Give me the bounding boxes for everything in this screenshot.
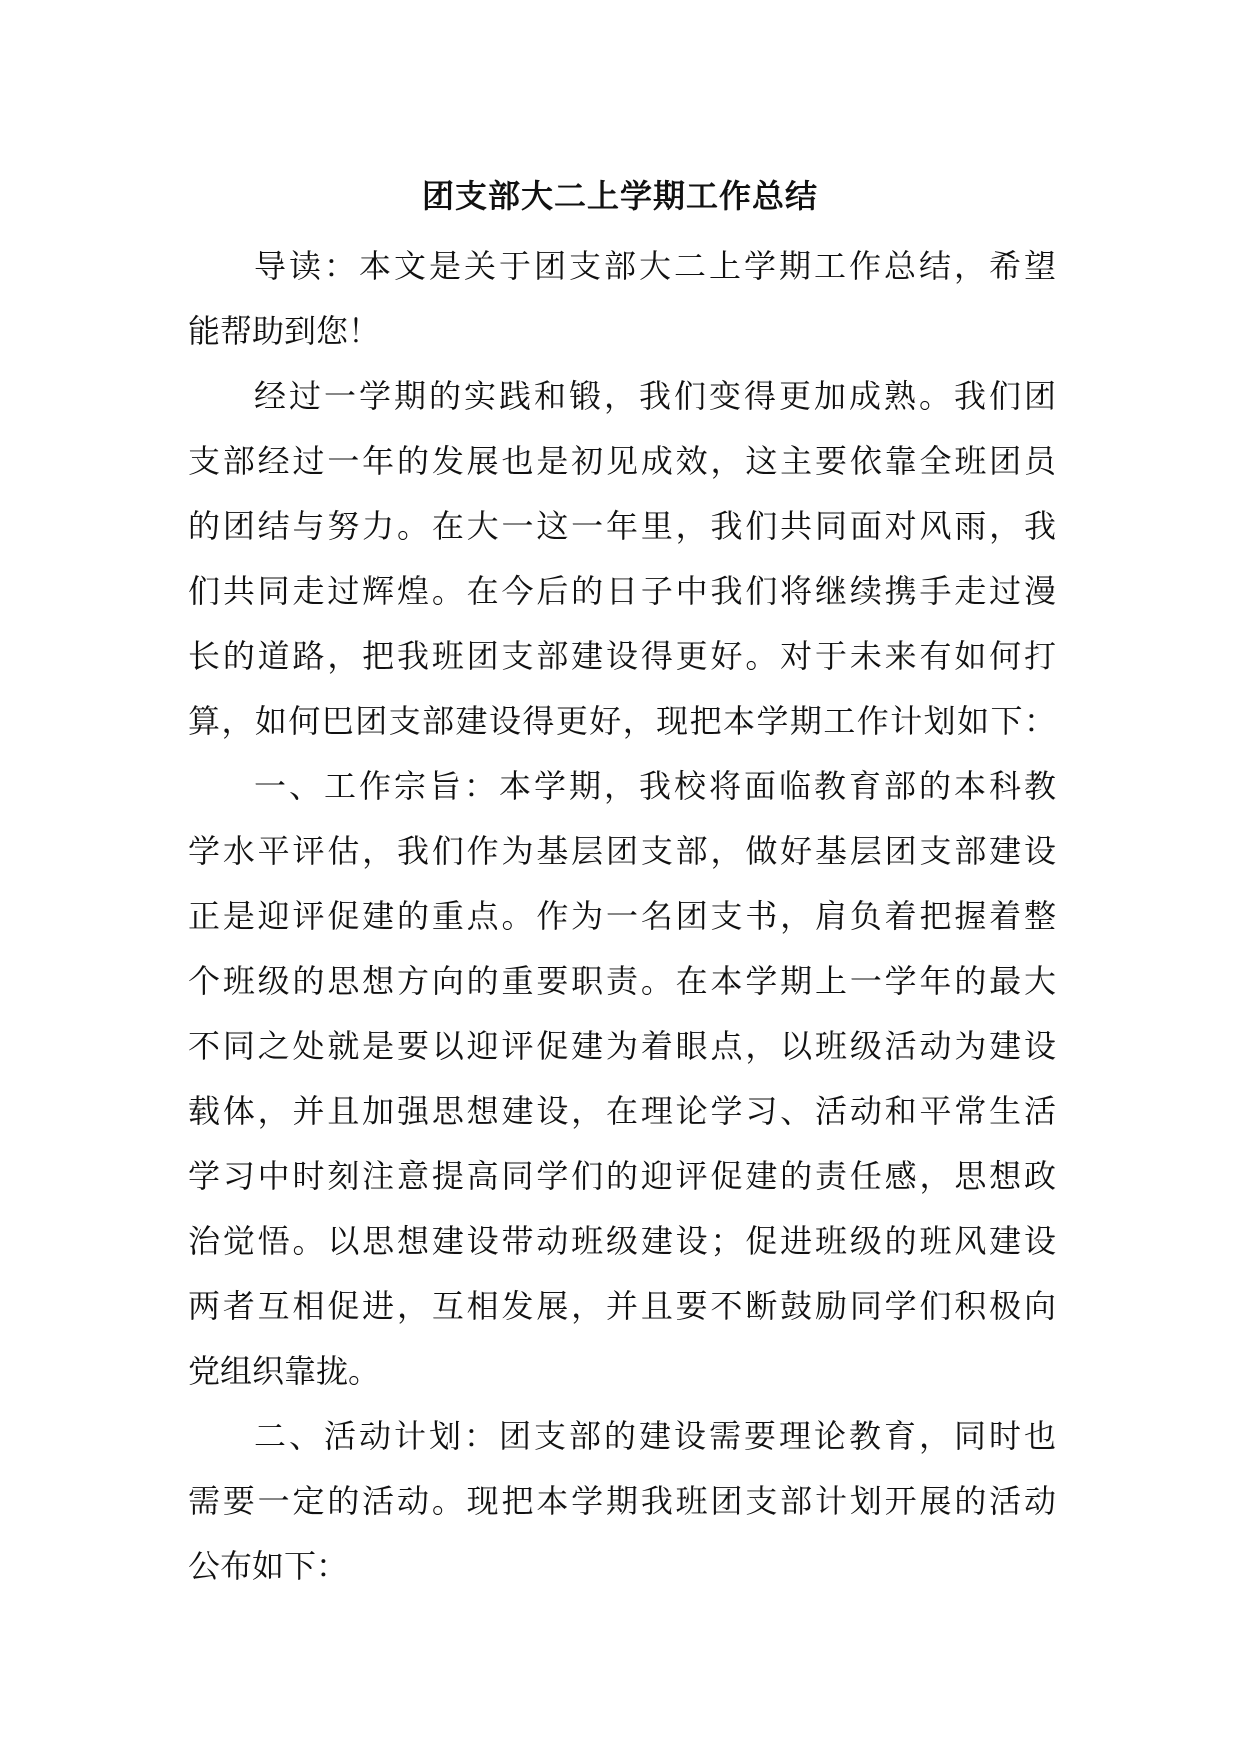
paragraph-line: 不同之处就是要以迎评促建为着眼点，以班级活动为建设 bbox=[188, 1027, 1056, 1065]
paragraph-line: 两者互相促进，互相发展，并且要不断鼓励同学们积极向 bbox=[188, 1287, 1056, 1325]
paragraph-line: 们共同走过辉煌。在今后的日子中我们将继续携手走过漫 bbox=[188, 572, 1056, 610]
paragraph-line: 支部经过一年的发展也是初见成效，这主要依靠全班团员 bbox=[188, 442, 1056, 480]
paragraph-work-purpose bbox=[188, 754, 1056, 1404]
paragraph-intro bbox=[188, 234, 1056, 364]
paragraph-line: 算，如何巴团支部建设得更好，现把本学期工作计划如下： bbox=[188, 702, 1056, 740]
paragraph-line: 公布如下： bbox=[188, 1547, 349, 1585]
paragraph-line: 的团结与努力。在大一这一年里，我们共同面对风雨，我 bbox=[188, 507, 1056, 545]
paragraph-line: 学水平评估，我们作为基层团支部，做好基层团支部建设 bbox=[188, 832, 1056, 870]
paragraph-line: 导读：本文是关于团支部大二上学期工作总结，希望 bbox=[254, 247, 1056, 285]
paragraph-line: 一、工作宗旨：本学期，我校将面临教育部的本科教 bbox=[254, 767, 1056, 805]
document-title: 团支部大二上学期工作总结 bbox=[421, 177, 818, 215]
paragraph-line: 二、活动计划：团支部的建设需要理论教育，同时也 bbox=[254, 1417, 1056, 1455]
paragraph-line: 正是迎评促建的重点。作为一名团支书，肩负着把握着整 bbox=[188, 897, 1056, 935]
paragraph-line: 党组织靠拢。 bbox=[188, 1352, 381, 1390]
paragraph-line: 需要一定的活动。现把本学期我班团支部计划开展的活动 bbox=[188, 1482, 1056, 1520]
paragraph-line: 载体，并且加强思想建设，在理论学习、活动和平常生活 bbox=[188, 1092, 1056, 1130]
paragraph-line: 学习中时刻注意提高同学们的迎评促建的责任感，思想政 bbox=[188, 1157, 1056, 1195]
paragraph-line: 经过一学期的实践和锻，我们变得更加成熟。我们团 bbox=[254, 377, 1056, 415]
paragraph-line: 治觉悟。以思想建设带动班级建设；促进班级的班风建设 bbox=[188, 1222, 1056, 1260]
paragraph-activity-plan bbox=[188, 1404, 1056, 1599]
document-body bbox=[188, 234, 1056, 1599]
paragraph-line: 长的道路，把我班团支部建设得更好。对于未来有如何打 bbox=[188, 637, 1056, 675]
paragraph-line: 个班级的思想方向的重要职责。在本学期上一学年的最大 bbox=[188, 962, 1056, 1000]
paragraph-line: 能帮助到您！ bbox=[188, 312, 381, 350]
paragraph-overview bbox=[188, 364, 1056, 754]
